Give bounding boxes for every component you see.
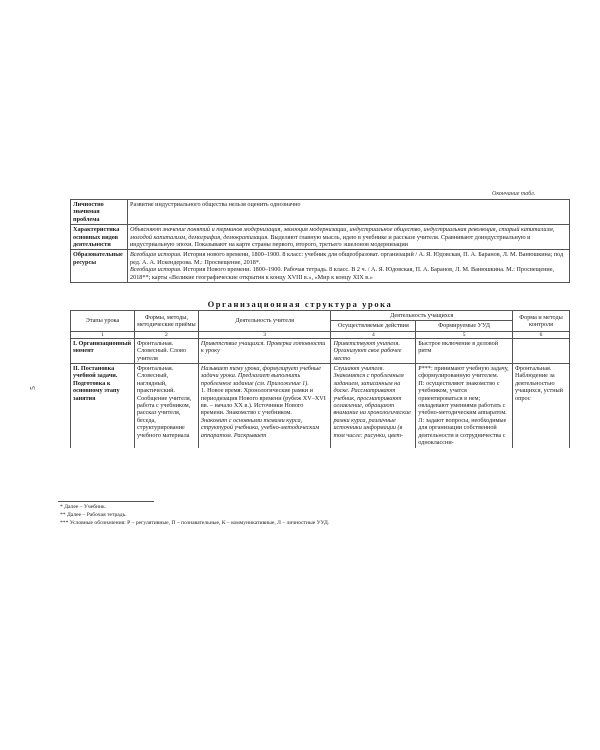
italic-text: Объясняют значение понятий и терминов модернизация, эволюция модернизации, индустриальное общество, индустриальная революция, старый капитализм, молодой капитализм, демография, демократизация. (130, 226, 555, 241)
lesson-structure-table (70, 310, 570, 448)
column-number: 4 (331, 331, 416, 338)
plain-text: 1. Новое время. Хронологические рамки и периодизация Нового времени (рубеж XV–XVI вв. – начало XX в.). Источники Нового времени. Знакомство с учебником. (200, 387, 326, 417)
page-number: 5 (28, 386, 37, 390)
row-text (128, 250, 570, 283)
footnote: ** Далее – Рабочая тетрадь. (60, 512, 127, 518)
column-header: Осуществляемые действия (331, 321, 416, 331)
control-cell: Фронтальная. Наблюдение за деятельностью учащихся, устный опрос (513, 364, 570, 448)
column-number-row (71, 331, 570, 338)
column-header: Этапы урока (71, 311, 135, 332)
italic-text: Знакомит с основными темами курса, структурой учебника, учебно-методическим аппаратом. Раскрывает (200, 416, 320, 439)
plain-text: Р***: принимают учебную задачу, сформулированную учителем. (418, 365, 509, 380)
teacher-cell (198, 364, 331, 448)
column-number: 1 (71, 331, 135, 338)
uud-cell: Быстрое включение в деловой ритм (416, 338, 513, 363)
table-row (71, 225, 570, 250)
actions-cell: Приветствуют учителя. Организуют свое рабочее место (331, 338, 416, 363)
table-continuation-label: Окончание табл. (492, 191, 536, 197)
actions-cell: Слушают учителя. Знакомятся с проблемным заданием, записанным на доске. Рассматривают учебник, просматривают оглавление, обращают внимание на хронологические рамки курса, различные источники информации (в том числе: рисунки, цвет- (331, 364, 416, 448)
row-label: Образовательные ресурсы (71, 250, 128, 283)
column-header: Деятельность учителя (198, 311, 331, 332)
footnote: *** Условные обозначения: Р – регулятивные, П – познавательные, К – коммуникативные, Л – личностные УУД. (60, 520, 330, 526)
column-header: Форма и методы контроля (513, 311, 570, 332)
forms-cell: Фронтальная. Словесный, наглядный, практический. Сообщение учителя, работа с учебником, рассказ учителя, беседа, структурирование учебного материала (134, 364, 198, 448)
footnote-divider (58, 501, 154, 502)
italic-text: Всеобщая история. (130, 266, 182, 274)
forms-cell: Фронтальная. Словесный. Слово учителя (134, 338, 198, 363)
table-row (71, 364, 570, 448)
plain-text: История нового времени, 1800–1900. 8 класс: учебник для общеобразоват. организаций / А. Я. Юдовская, П. А. Баранов, Л. М. Ванюшкина; под ред. А. А. Искендерова. М.: Просвещение, 2018*. (130, 251, 564, 266)
column-number: 3 (198, 331, 331, 338)
uud-cell (416, 364, 513, 448)
control-cell (513, 338, 570, 363)
section-title: Организационная структура урока (207, 299, 393, 309)
table-row (71, 200, 570, 225)
italic-text: Всеобщая история. (130, 251, 182, 259)
table-row (71, 250, 570, 283)
footnote: * Далее – Учебник. (60, 504, 107, 510)
column-header: Формы, методы, методические приёмы (134, 311, 198, 332)
column-number: 6 (513, 331, 570, 338)
plain-text: Выделяют главную мысль, идею в учебнике и рассказе учителя. Сравнивают доиндустриальную и индустриальную эпохи. Показывают на карте страны первого, второго, третьего эшелонов модернизации (130, 233, 531, 249)
stage-cell: I. Организационный момент (71, 338, 135, 363)
table-row (71, 338, 570, 363)
plain-text: П: осуществляют знакомство с учебником, учатся ориентироваться в нем; овладевают умениями работать с учебно-методическим аппаратом. Л: задают вопросы, необходимые для организации собственной деятельности и сотрудничества с одноклассни- (418, 379, 507, 447)
row-label: Личностно значимая проблема (71, 200, 128, 225)
row-text (128, 225, 570, 250)
row-text: Развитие индустриального общества нельзя оценить однозначно (128, 200, 570, 225)
plain-text: История Нового времени. 1800–1900. Рабочая тетрадь. 8 класс. В 2 ч. / А. Я. Юдовская, П. А. Баранов, Л. М. Ванюшкина. М.: Просвещение, 2018**; карты «Великие географические открытия к концу XVIII в.», «Мир к концу XIX в.» (130, 266, 555, 281)
row-label: Характеристика основных видов деятельности (71, 225, 128, 250)
stage-cell: II. Постановка учебной задачи. Подготовка к основному этапу занятия (71, 364, 135, 448)
table-header-row (71, 311, 570, 321)
italic-text: Называет тему урока, формулирует учебные задачи урока. Предлагает выполнить проблемное задание (см. Приложение 1). (200, 365, 321, 387)
teacher-cell: Приветствие учащихся. Проверка готовности к уроку (198, 338, 331, 363)
column-number: 2 (134, 331, 198, 338)
column-number: 5 (416, 331, 513, 338)
column-header: Деятельность учащихся (331, 311, 513, 321)
column-header: Формируемые УУД (416, 321, 513, 331)
lesson-info-table (70, 199, 570, 283)
